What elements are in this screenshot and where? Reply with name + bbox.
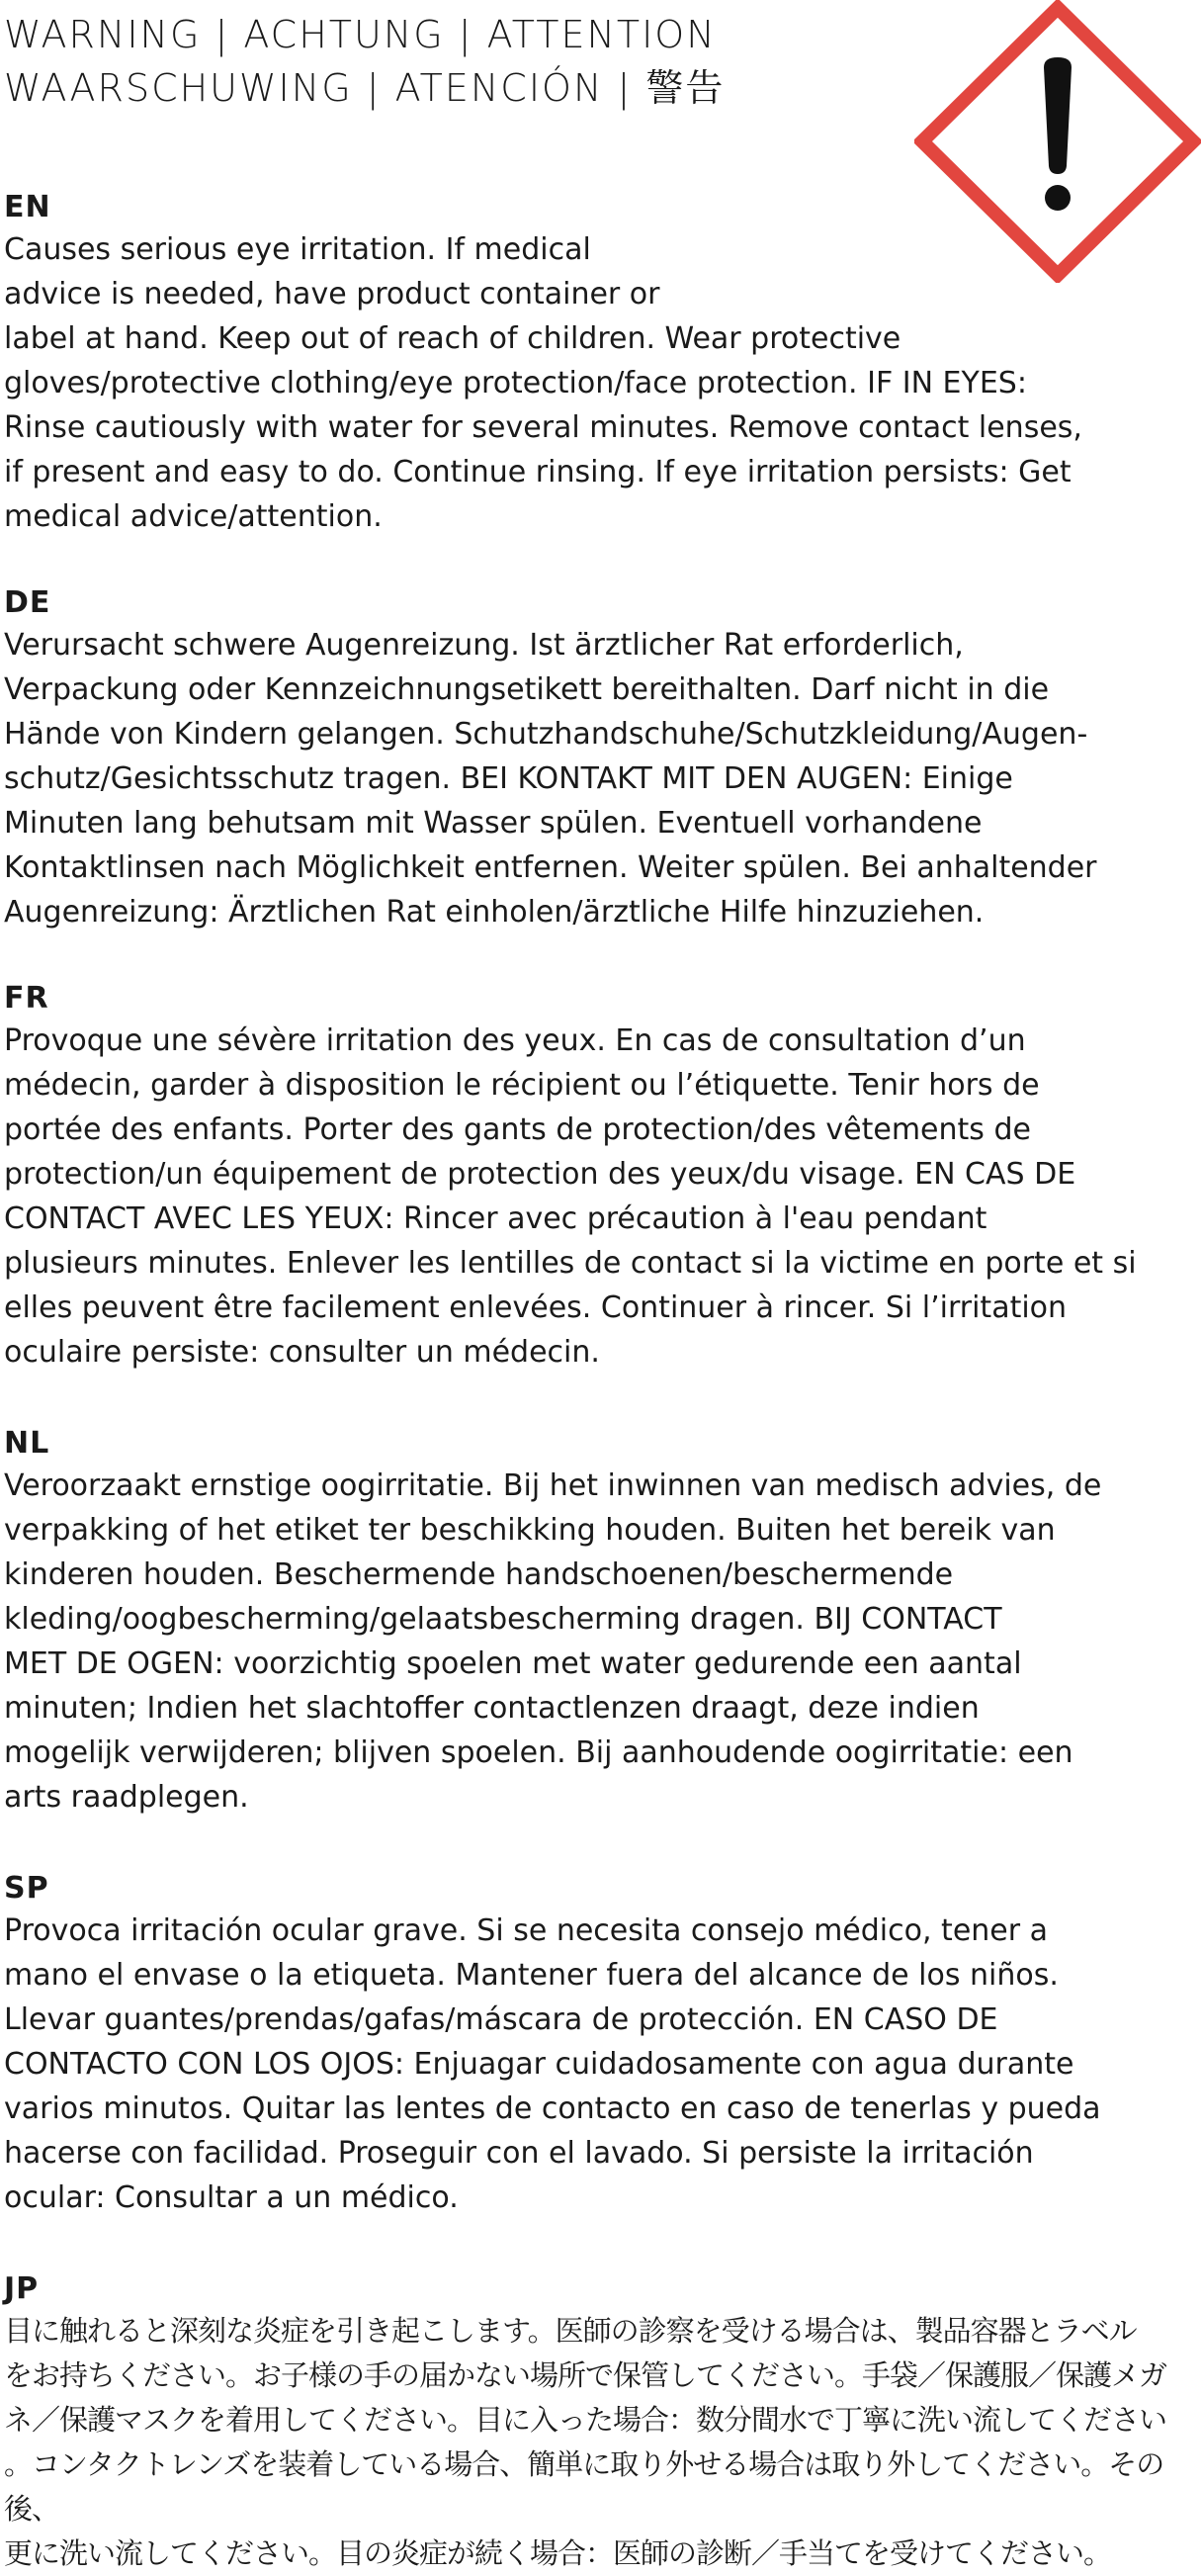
section-nl: [4, 1424, 1101, 1820]
language-code-fr: FR: [4, 981, 49, 1016]
language-code-en: EN: [4, 190, 51, 224]
section-jp: [4, 2269, 1195, 2576]
language-code-de: DE: [4, 585, 51, 620]
section-sp: [4, 1869, 1101, 2220]
warning-text-fr: Provoque une sévère irritation des yeux. En cas de consultation d’un médecin, garder à disposition le récipient ou l’étiquette. Tenir hors de portée des enfants. Porter des gants de protection/des vêtements de protection/un équipement de protection des yeux/du visage. EN CAS DE CONTACT AVEC LES YEUX: Rincer avec précaution à l'eau pendant plusieurs minutes. Enlever les lentilles de contact si la victime en porte et si elles peuvent être facilement enlevées. Continuer à rincer. Si l’irritation oculaire persiste: consulter un médecin.: [4, 1023, 1137, 1370]
warning-text-sp: Provoca irritación ocular grave. Si se necesita consejo médico, tener a mano el envase o la etiqueta. Mantener fuera del alcance de los niños. Llevar guantes/prendas/gafas/máscara de protección. EN CASO DE CONTACTO CON LOS OJOS: Enjuagar cuidadosamente con agua durante varios minutos. Quitar las lentes de contacto en caso de tenerlas y pueda hacerse con facilidad. Proseguir con el lavado. Si persiste la irritación ocular: Consultar a un médico.: [4, 1913, 1101, 2215]
warning-text-en: Causes serious eye irritation. If medical advice is needed, have product container or label at hand. Keep out of reach of children. Wear protective gloves/protective clothing/eye protection/face protection. IF IN EYES: Rinse cautiously with water for several minutes. Remove contact lenses, if present and easy to do. Continue rinsing. If eye irritation persists: Get medical advice/attention.: [4, 232, 1082, 534]
warning-header: [4, 8, 894, 115]
warning-text-de: Verursacht schwere Augenreizung. Ist ärztlicher Rat erforderlich, Verpackung oder Kennzeichnungsetikett bereithalten. Darf nicht in die Hände von Kindern gelangen. Schutzhandschuhe/Schutzkleidung/Augen- schutz/Gesichtsschutz tragen. BEI KONTAKT MIT DEN AUGEN: Einige Minuten lang behutsam mit Wasser spülen. Eventuell vorhandene Kontaktlinsen nach Möglichkeit entfernen. Weiter spülen. Bei anhaltender Augenreizung: Ärztlichen Rat einholen/ärztliche Hilfe hinzuziehen.: [4, 628, 1097, 930]
language-code-jp: JP: [4, 2271, 40, 2306]
section-en: [4, 188, 1082, 539]
language-code-nl: NL: [4, 1426, 50, 1461]
warning-title-line-1: WARNING | ACHTUNG | ATTENTION: [4, 13, 717, 56]
section-de: [4, 583, 1097, 934]
warning-text-nl: Veroorzaakt ernstige oogirritatie. Bij het inwinnen van medisch advies, de verpakking of het etiket ter beschikking houden. Buiten het bereik van kinderen houden. Beschermende handschoenen/beschermende kleding/oogbescherming/gelaatsbescherming dragen. BIJ CONTACT MET DE OGEN: voorzichtig spoelen met water gedurende een aantal minuten; Indien het slachtoffer contactlenzen draagt, deze indien mogelijk verwijderen; blijven spoelen. Bij aanhoudende oogirritatie: een arts raadplegen.: [4, 1468, 1102, 1815]
language-code-sp: SP: [4, 1871, 49, 1906]
warning-title-line-2: WAARSCHUWING | ATENCIÓN | 警告: [4, 66, 726, 110]
warning-text-jp: 目に触れると深刻な炎症を引き起こします。医師の診察を受ける場合は、製品容器とラベル をお持ちください。お子様の手の届かない場所で保管してください。手袋／保護服／保護メガ ネ／保護マスクを着用してください。目に入った場合：数分間水で丁寧に洗い流してください 。コンタクトレンズを装着している場合、簡単に取り外せる場合は取り外してください。その後、 更に洗い流してください。目の炎症が続く場合：医師の診断／手当てを受けてください。: [4, 2314, 1167, 2570]
section-fr: [4, 979, 1137, 1375]
